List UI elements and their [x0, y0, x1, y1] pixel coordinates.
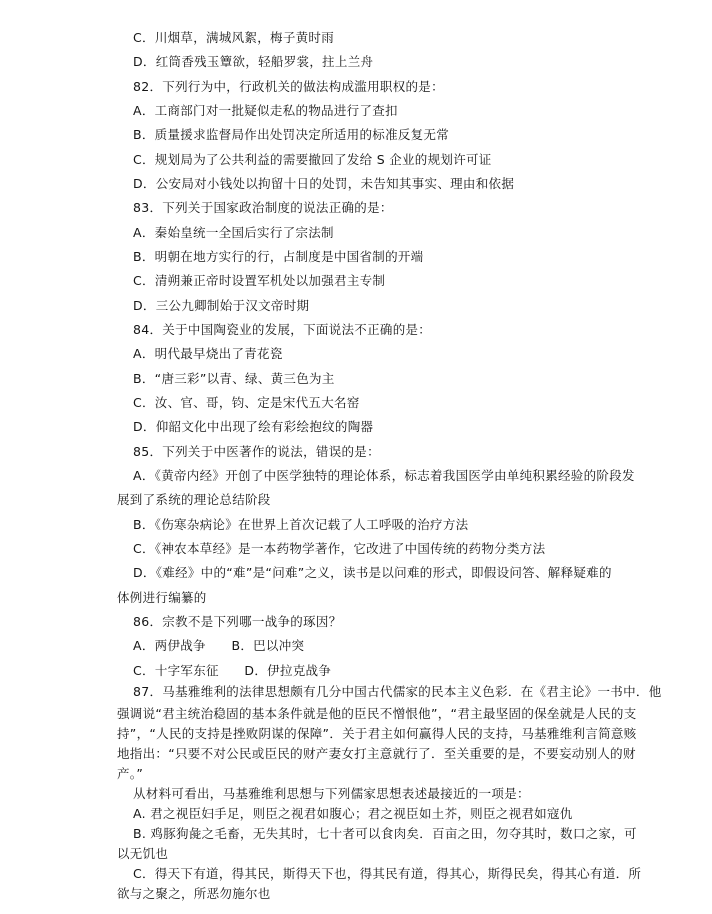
q82-option-d: D．公安局对小钱处以拘留十日的处罚，未告知其事实、理由和依据 [133, 176, 515, 191]
q87-option-b-cont: 以无饥也 [117, 846, 169, 861]
q87-material-5: 产。” [117, 766, 144, 781]
q87-material-3: 持”，“人民的支持是挫败阴谋的保障”．关于君主如何赢得人民的支持，马基雅维利言简意赅 [117, 726, 637, 741]
q87-stem: 从材料可看出，马基雅维利思想与下列儒家思想表述最接近的一项是： [133, 786, 530, 801]
q85-option-d-cont: 体例进行编纂的 [117, 590, 207, 605]
q83-stem: 83．下列关于国家政治制度的说法正确的是： [133, 200, 393, 215]
q81-option-c: C．川烟草，满城风絮，梅子黄时雨 [133, 30, 335, 45]
q82-option-b: B．质量援求监督局作出处罚决定所适用的标准反复无常 [133, 127, 450, 142]
q81-option-d: D．红筒香残玉簟欲，轻船罗裳，拄上兰舟 [133, 54, 374, 69]
q87-option-b: B. 鸡豚狗彘之毛畜，无失其时，七十者可以食肉矣．百亩之田，勿夺其时，数口之家，可 [133, 826, 637, 841]
q84-option-c: C．汝、官、哥，钧、定是宋代五大名窑 [133, 395, 360, 410]
q84-option-b: B．“唐三彩”以青、绿、黄三色为主 [133, 371, 335, 386]
q87-material-4: 地指出：“只要不对公民或臣民的财产妻女打主意就行了．至关重要的是，不要妄动别人的财 [117, 746, 636, 761]
q85-option-a-cont: 展到了系统的理论总结阶段 [117, 492, 271, 507]
q84-option-a: A．明代最早烧出了青花瓷 [133, 346, 283, 361]
q82-stem: 82．下列行为中，行政机关的做法构成滥用职权的是： [133, 79, 444, 94]
q87-option-c-cont: 欲与之聚之，所恶勿施尔也 [117, 886, 271, 901]
q84-option-d: D．仰韶文化中出现了绘有彩绘抱纹的陶器 [133, 419, 374, 434]
q82-option-c: C．规划局为了公共利益的需要撤回了发给 S 企业的规划许可证 [133, 152, 492, 167]
q87-material-2: 强调说“君主统治稳固的基本条件就是他的臣民不憎恨他”，“君主最坚固的保垒就是人民的支 [117, 706, 637, 721]
q85-option-b: B．《伤寒杂病论》在世界上首次记载了人工呼吸的治疗方法 [133, 517, 469, 532]
q87-option-c: C．得天下有道，得其民，斯得天下也，得其民有道，得其心，斯得民矣，得其心有道．所 [133, 866, 642, 881]
q83-option-d: D．三公九卿制始于汉文帝时期 [133, 298, 310, 313]
q85-option-c: C．《神农本草经》是一本药物学著作，它改进了中国传统的药物分类方法 [133, 541, 546, 556]
q86-options-ab: A．两伊战争 B．巴以冲突 [133, 638, 305, 653]
q85-option-d: D．《难经》中的“难”是“问难”之义，读书是以问难的形式，即假设问答、解释疑难的 [133, 565, 612, 580]
q83-option-a: A．秦始皇统一全国后实行了宗法制 [133, 225, 334, 240]
q85-option-a: A．《黄帝内经》开创了中医学独特的理论体系，标志着我国医学由单纯积累经验的阶段发 [133, 468, 635, 483]
q86-options-cd: C．十字军东征 D．伊拉克战争 [133, 663, 332, 678]
q82-option-a: A．工商部门对一批疑似走私的物品进行了查扣 [133, 103, 398, 118]
q83-option-b: B．明朝在地方实行的行，占制度是中国省制的开端 [133, 249, 424, 264]
q87-material-1: 87．马基雅维利的法律思想颇有几分中国古代儒家的民本主义色彩．在《君主论》一书中．他 [133, 684, 662, 699]
q83-option-c: C．清朔兼正帝时设置军机处以加强君主专制 [133, 273, 386, 288]
q85-stem: 85．下列关于中医著作的说法，错误的是： [133, 444, 380, 459]
q84-stem: 84．关于中国陶瓷业的发展，下面说法不正确的是： [133, 322, 432, 337]
q87-option-a: A. 君之视臣妇手足，则臣之视君如腹心；君之视臣如土芥，则臣之视君如寇仇 [133, 806, 573, 821]
q86-stem: 86．宗教不是下列哪一战争的琢因？ [133, 614, 342, 629]
